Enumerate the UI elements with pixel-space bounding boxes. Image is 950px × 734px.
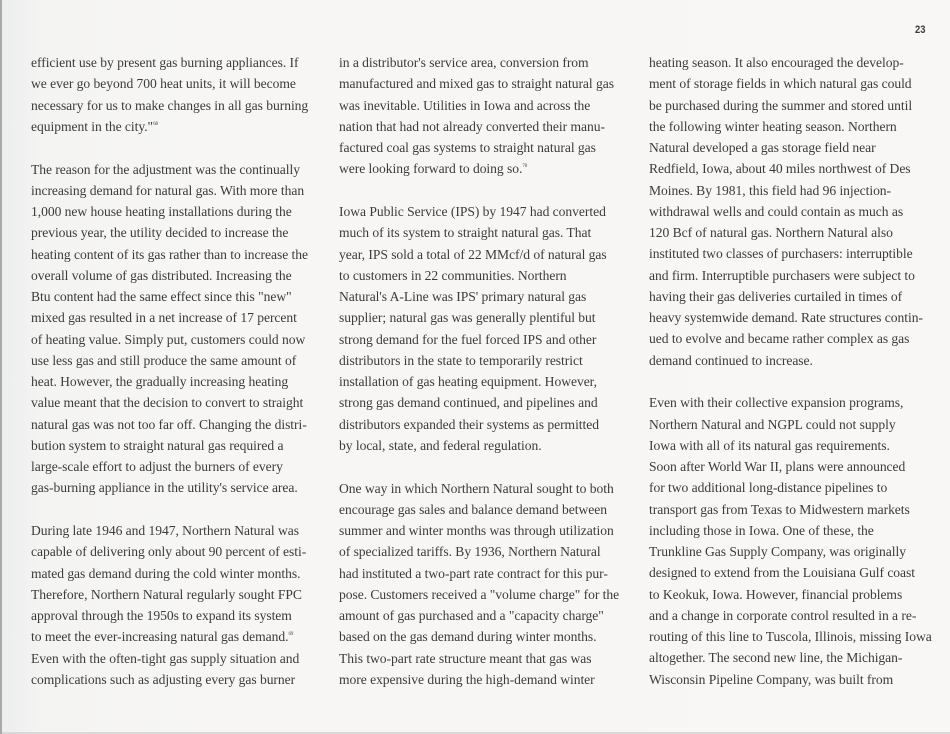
text-line: withdrawal wells and could contain as much as [649,203,904,219]
paragraph [339,52,624,180]
text-line: to Keokuk, Iowa. However, financial problems [649,586,903,602]
text-line: Even with their collective expansion programs, [649,395,904,411]
text-line: use less gas and still produce the same amount of [31,352,297,368]
text-line: heavy systemwide demand. Rate structures contin- [649,310,923,325]
footnote-ref: 69 [288,632,294,638]
text-line: ment of storage fields in which natural gas could [649,76,912,92]
text-line: bution system to straight natural gas required a [31,437,284,453]
text-line: having their gas deliveries curtailed in times of [649,288,903,304]
text-line: capable of delivering only about 90 percent of esti- [31,544,307,560]
text-line: Moines. By 1981, this field had 96 injection- [649,182,892,198]
text-line: strong gas demand continued, and pipelines and [339,395,598,411]
text-line-content: were looking forward to doing so. [339,161,523,177]
paragraph [31,520,316,690]
text-line: approval through the 1950s to expand its system [31,608,292,624]
text-line: manufactured and mixed gas to straight natural gas [339,76,614,92]
text-line: Northern Natural and NGPL could not supply [649,416,896,432]
text-column-2 [339,52,624,712]
text-line: previous year, the utility decided to increase the [31,225,289,241]
text-line: be purchased during the summer and stored until [649,97,913,113]
text-line: the following winter heating season. Northern [649,118,897,134]
text-line: The reason for the adjustment was the continually [31,161,300,177]
paragraph [31,159,316,499]
text-line: Redfield, Iowa, about 40 miles northwest of Des [649,161,911,177]
text-line: factured coal gas systems to straight natural gas [339,140,596,155]
text-line: Btu content had the same effect since this "new" [31,289,292,305]
text-line: to customers in 22 communities. Northern [339,267,567,283]
text-line: large-scale effort to adjust the burners of every [31,459,283,475]
text-line: efficient use by present gas burning appliances. If [31,55,299,70]
text-line: instituted two classes of purchasers: interruptible [649,246,913,262]
text-line: encourage gas sales and balance demand between [339,501,607,517]
text-line: gas-burning appliance in the utility's service area. [31,480,298,496]
text-line [31,116,316,137]
text-line: year, IPS sold a total of 22 MMcf/d of natural gas [339,246,607,262]
text-line: and a change in corporate control resulted in a re- [649,607,917,623]
text-line: increasing demand for natural gas. With more than [31,182,305,198]
text-line: much of its system to straight natural gas. That [339,225,592,241]
text-line: designed to extend from the Louisiana Gulf coast [649,565,916,581]
text-line: routing of this line to Tuscola, Illinois, missing Iowa [649,629,932,645]
text-column-3 [649,52,934,711]
text-line: Wisconsin Pipeline Company, was built from [649,671,894,687]
text-line: summer and winter months was through utilization [339,523,614,539]
text-line: in a distributor's service area, conversion from [339,55,589,70]
text-line [31,626,316,647]
text-line-content: equipment in the city." [31,118,154,134]
text-line: During late 1946 and 1947, Northern Natural was [31,523,299,539]
text-line: more expensive during the high-demand winter [339,671,595,687]
text-line: overall volume of gas distributed. Increasing the [31,267,292,283]
text-line: Iowa with all of its natural gas requirements. [649,437,890,453]
text-line: based on the gas demand during winter months. [339,629,597,645]
text-line: distributors expanded their systems as permitted [339,416,599,432]
text-line: was inevitable. Utilities in Iowa and across the [339,97,591,113]
text-line: and firm. Interruptible purchasers were subject to [649,267,915,283]
text-line: for two additional long-distance pipelines to [649,480,888,496]
text-line: of specialized tariffs. By 1936, Northern Natural [339,544,601,560]
paragraph [649,392,934,690]
text-line: heat. However, the gradually increasing heating [31,374,289,390]
paragraph [649,52,934,371]
text-line: Natural's A-Line was IPS' primary natural gas [339,289,587,305]
text-line: Trunkline Gas Supply Company, was originally [649,544,906,560]
text-line: mixed gas resulted in a net increase of 17 percent [31,310,297,326]
paragraph [339,478,624,691]
text-line: installation of gas heating equipment. However, [339,374,597,390]
text-line: value meant that the decision to convert to straight [31,395,304,411]
text-line: demand continued to increase. [649,352,813,368]
text-line: amount of gas purchased and a "capacity charge" [339,608,604,624]
text-line: supplier; natural gas was generally plentiful but [339,310,596,326]
text-line [339,158,624,179]
text-line: we ever go beyond 700 heat units, it will become [31,76,296,92]
text-line-content: to meet the ever-increasing natural gas demand. [31,629,289,645]
text-line: heating content of its gas rather than to increase the [31,246,309,262]
text-column-1 [31,52,316,712]
text-line: natural gas was not too far off. Changing the distri- [31,416,307,432]
paragraph [339,201,624,456]
text-line: This two-part rate structure meant that gas was [339,650,592,666]
text-line: pose. Customers received a "volume charge" for the [339,586,620,602]
footnote-ref: 70 [522,164,528,170]
text-line: of heating value. Simply put, customers could now [31,331,306,347]
text-line: by local, state, and federal regulation. [339,437,542,453]
text-line: Natural developed a gas storage field near [649,140,876,155]
text-line: 1,000 new house heating installations during the [31,204,292,220]
text-line: 120 Bcf of natural gas. Northern Natural also [649,225,893,240]
text-line: necessary for us to make changes in all gas burning [31,97,309,113]
text-line: including those in Iowa. One of these, the [649,522,874,538]
text-line: ued to evolve and became rather complex as gas [649,331,910,347]
footnote-ref: 68 [153,121,158,127]
text-line: Even with the often-tight gas supply situation and [31,650,300,666]
text-line: nation that had not already converted their manu- [339,118,605,134]
text-line: mated gas demand during the cold winter months. [31,565,301,581]
page-number: 23 [915,24,926,36]
text-line: heating season. It also encouraged the develop- [649,55,904,70]
text-line: One way in which Northern Natural sought to both [339,480,614,496]
text-line: had instituted a two-part rate contract for this pur- [339,565,608,581]
text-line: complications such as adjusting every gas burner [31,671,296,687]
text-line: Therefore, Northern Natural regularly sought FPC [31,586,302,602]
paragraph [31,52,316,137]
text-line: strong demand for the fuel forced IPS and other [339,331,597,347]
text-line: distributors in the state to temporarily restrict [339,352,583,368]
text-line: Soon after World War II, plans were announced [649,459,906,475]
text-line: altogether. The second new line, the Michigan- [649,650,903,666]
text-line: Iowa Public Service (IPS) by 1947 had converted [339,204,606,220]
text-line: transport gas from Texas to Midwestern markets [649,501,910,517]
